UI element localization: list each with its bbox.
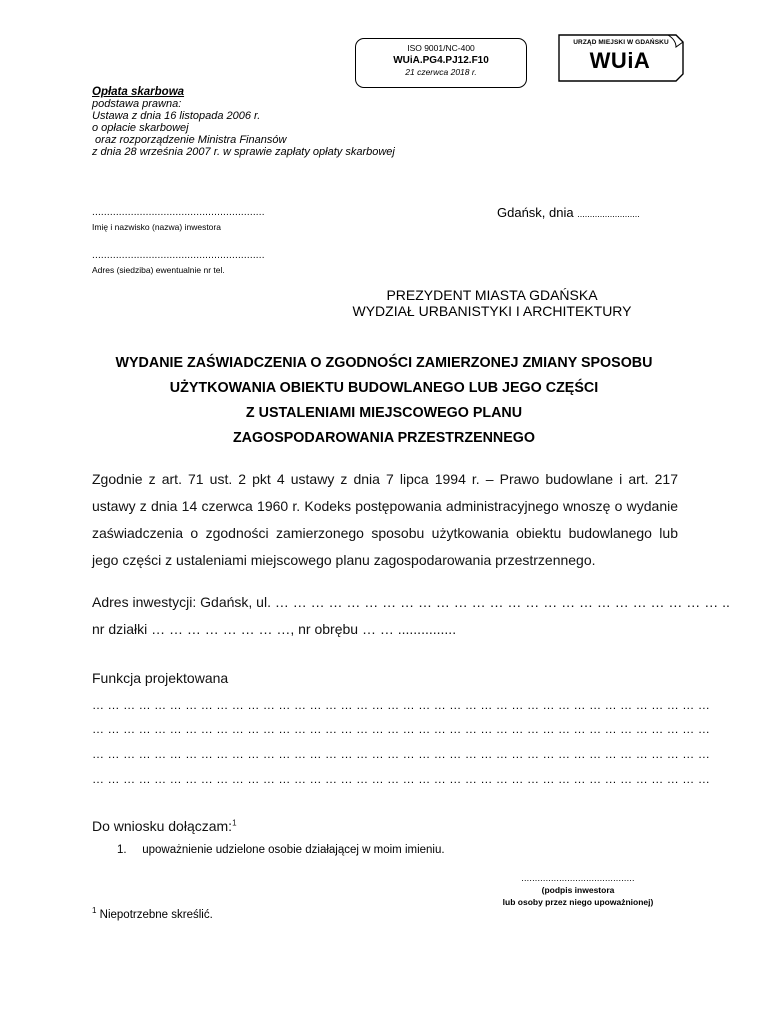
investor-address-label: Adres (siedziba) ewentualnie nr tel.: [92, 265, 225, 275]
footnote-text: Niepotrzebne skreślić.: [96, 908, 213, 921]
attachment-item: [117, 844, 445, 856]
title-line: Z USTALENIAMI MIEJSCOWEGO PLANU: [245, 405, 523, 421]
authority-line-1: PREZYDENT MIASTA GDAŃSKA: [386, 287, 598, 303]
title-line: WYDANIE ZAŚWIADCZENIA O ZGODNOŚCI ZAMIERZONEJ ZMIANY SPOSOBU: [115, 355, 653, 371]
function-dot-line[interactable]: … … … … … … … … … … … … … … … … … … … … … … … … … … … … … … … … … … … … … … … …: [92, 698, 710, 712]
signature-block: [480, 872, 676, 908]
form-date: 21 czerwca 2018 r.: [405, 67, 477, 77]
footnote: [92, 906, 213, 921]
signature-label-1: (podpis inwestora: [541, 885, 615, 895]
fee-line: o opłacie skarbowej: [92, 122, 189, 134]
attachment-text: upoważnienie udzielone osobie działającej w moim imieniu.: [142, 844, 445, 856]
function-dot-line[interactable]: … … … … … … … … … … … … … … … … … … … … … … … … … … … … … … … … … … … … … … … …: [92, 722, 710, 736]
title-line: ZAGOSPODAROWANIA PRZESTRZENNEGO: [232, 430, 536, 446]
fee-line: podstawa prawna:: [92, 98, 182, 110]
request-paragraph: [92, 466, 678, 574]
authority-line-2: WYDZIAŁ URBANISTYKI I ARCHITEKTURY: [352, 303, 632, 319]
function-dot-line[interactable]: … … … … … … … … … … … … … … … … … … … … … … … … … … … … … … … … … … … … … … … …: [92, 747, 710, 761]
attachments-label: [92, 818, 237, 834]
attachment-number: 1.: [117, 844, 127, 856]
investment-address-line[interactable]: Adres inwestycji: Gdańsk, ul. … … … … … … … … … … … … … … … … … … … … … … … … … ..: [92, 594, 730, 610]
date-field[interactable]: .........................: [577, 209, 640, 219]
logo-mark: WUiA: [589, 48, 651, 73]
document-title: [0, 351, 768, 451]
iso-code-box: [355, 38, 527, 88]
attachments-label-text: Do wniosku dołączam:: [92, 818, 233, 834]
wuia-logo: [558, 34, 684, 82]
fee-heading: Opłata skarbowa: [92, 86, 185, 98]
function-dot-line[interactable]: … … … … … … … … … … … … … … … … … … … … … … … … … … … … … … … … … … … … … … … …: [92, 772, 710, 786]
logo-caption: URZĄD MIEJSKI W GDAŃSKU: [573, 39, 669, 46]
signature-label-2: lub osoby przez niego upoważnionej): [502, 897, 654, 907]
investor-name-field[interactable]: ..........................................................: [92, 207, 265, 218]
city-date-line: [497, 205, 640, 220]
title-line: UŻYTKOWANIA OBIEKTU BUDOWLANEGO LUB JEGO CZĘŚCI: [169, 380, 599, 396]
plot-number-line[interactable]: nr działki … … … … … … … …, nr obrębu … … ...............: [92, 621, 457, 637]
fee-block: [92, 86, 395, 158]
city-date-label: Gdańsk, dnia: [497, 205, 574, 220]
investor-address-field[interactable]: ..........................................................: [92, 250, 265, 261]
request-text: Zgodnie z art. 71 ust. 2 pkt 4 ustawy z dnia 7 lipca 1994 r. – Prawo budowlane i art. 217 ustawy z dnia 14 czerwca 1960 r. Kodeks postępowania administracyjnego wnoszę o wydanie zaświadczenia o zgodności zamierzonego sposobu użytkowania obiektu budowlanego lub jego części z ustaleniami miejscowego planu zagospodarowania przestrzennego.: [92, 471, 678, 568]
fee-line: z dnia 28 września 2007 r. w sprawie zapłaty opłaty skarbowej: [92, 146, 395, 158]
iso-standard: ISO 9001/NC-400: [407, 43, 475, 53]
function-label: Funkcja projektowana: [92, 670, 229, 686]
fee-line: Ustawa z dnia 16 listopada 2006 r.: [92, 110, 261, 122]
investor-name-label: Imię i nazwisko (nazwa) inwestora: [92, 222, 221, 232]
fee-line: oraz rozporządzenie Ministra Finansów: [92, 134, 287, 146]
authority-block: [0, 287, 768, 319]
footnote-mark: 1: [92, 906, 97, 915]
signature-field[interactable]: ..........................................: [521, 873, 635, 883]
footnote-ref: 1: [232, 818, 237, 828]
form-code: WUiA.PG4.PJ12.F10: [393, 55, 489, 66]
